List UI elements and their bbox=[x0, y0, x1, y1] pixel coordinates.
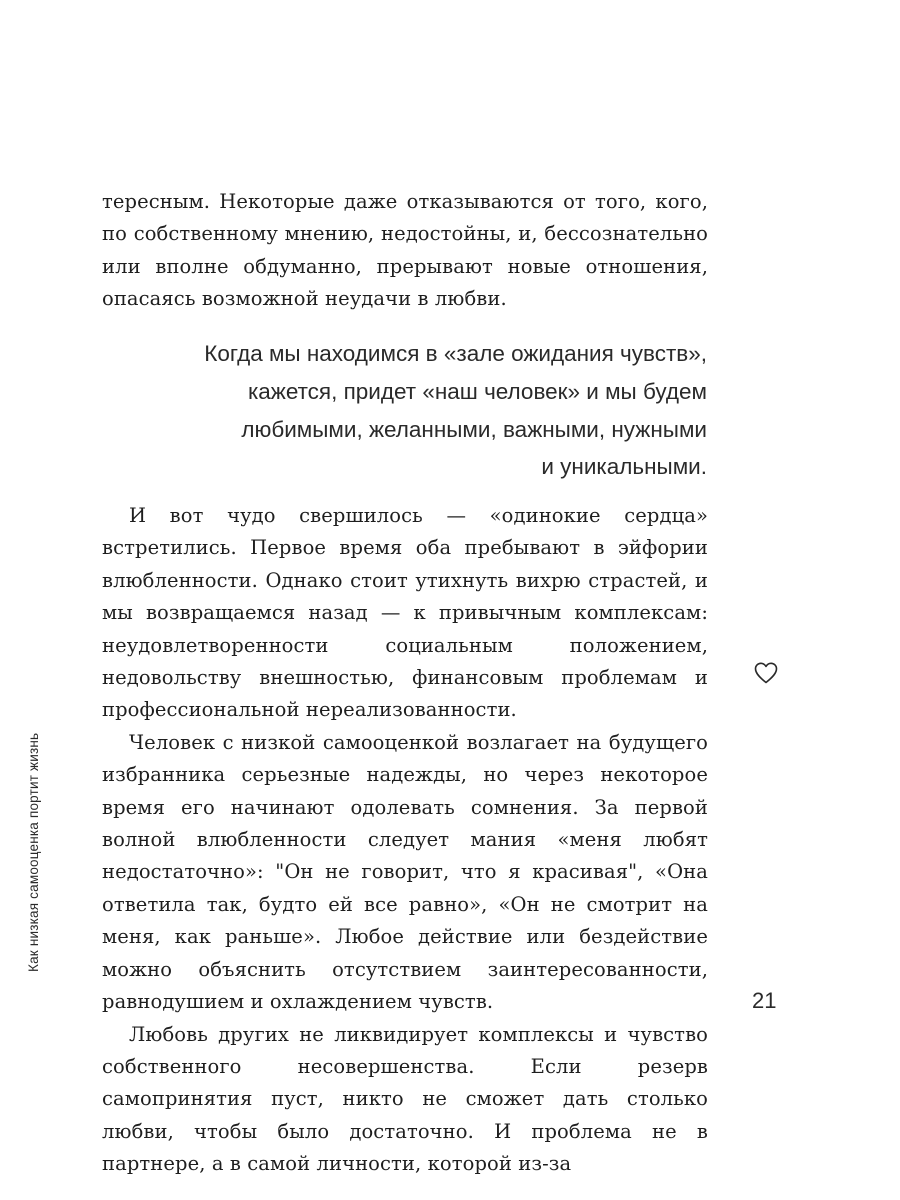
paragraph-1: И вот чудо свершилось — «одинокие сердца» встретились. Первое время оба пребывают в эйфории влюбленности. Однако стоит утихнуть вихрю страстей, и мы возвращаемся назад — к привычным комплексам: неудовлетворенности социальным положением, недовольству внешностью, финансовым проблемам и профессиональной нереализованности. bbox=[102, 504, 708, 722]
top-paragraph: тересным. Некоторые даже отказываются от того, кого, по собственному мнению, недостойны, и, бессознательно или вполне обдуманно, прерывают новые отношения, опасаясь возможной неудачи в любви. bbox=[102, 190, 708, 311]
pull-quote-line-4: и уникальными. bbox=[541, 454, 707, 480]
pull-quote-line-1: Когда мы находимся в «зале ожидания чувств», bbox=[204, 341, 707, 366]
running-head: Как низкая самооценка портит жизнь bbox=[26, 732, 41, 972]
main-text-block bbox=[102, 500, 708, 1181]
paragraph-2: Человек с низкой самооценкой возлагает на будущего избранника серьезные надежды, но через некоторое время его начинают одолевать сомнения. За первой волной влюбленности следует мания «меня любят недостаточно»: "Он не говорит, что я красивая", «Она ответила так, будто ей все равно», «Он не смотрит на меня, как раньше». Любое действие или бездействие можно объяснить отсутствием заинтересованности, равнодушием и охлаждением чувств. bbox=[102, 730, 708, 1014]
pull-quote-line-3: любимыми, желанными, важными, нужными bbox=[241, 416, 707, 442]
paragraph-3: Любовь других не ликвидирует комплексы и чувство собственного несовершенства. Если резерв самопринятия пуст, никто не сможет дать столько любви, чтобы было достаточно. И проблема не в партнере, а в самой личности, которой из-за bbox=[102, 1022, 708, 1176]
pull-quote-line-2: кажется, придет «наш человек» и мы будем bbox=[247, 378, 707, 404]
pull-quote bbox=[150, 335, 707, 486]
heart-icon bbox=[754, 662, 778, 684]
top-text-block bbox=[102, 186, 708, 316]
page-margin-sidebar bbox=[740, 650, 792, 1030]
page-number: 21 bbox=[752, 988, 777, 1013]
